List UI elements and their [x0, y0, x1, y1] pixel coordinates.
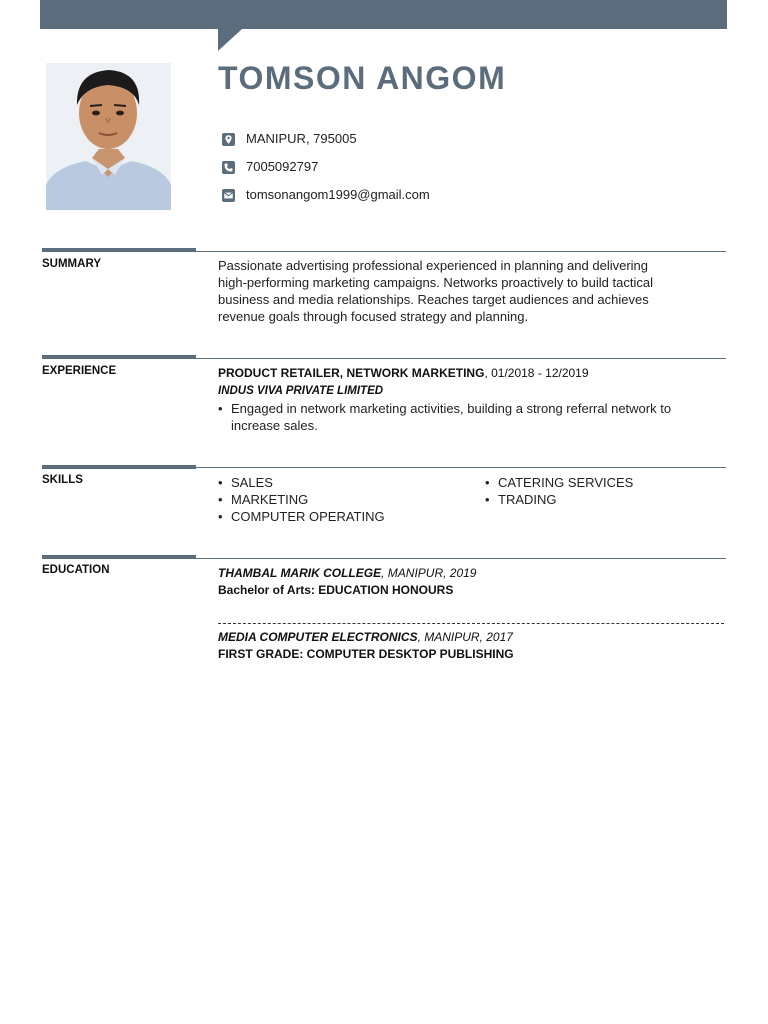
map-pin-icon	[222, 133, 235, 146]
education-institution: MEDIA COMPUTER ELECTRONICS, MANIPUR, 2017	[218, 630, 513, 644]
summary-text: Passionate advertising professional experienced in planning and delivering high-performing marketing campaigns. Networks proactively to build tactical business and media relationships. Reaches target audiences and achieves revenue goals through focused strategy and planning.	[218, 258, 653, 324]
skills-divider-bar	[42, 465, 196, 469]
education-degree: FIRST GRADE: COMPUTER DESKTOP PUBLISHING	[218, 647, 514, 661]
summary-divider-line	[196, 251, 726, 252]
experience-heading: EXPERIENCE	[42, 365, 117, 377]
experience-divider-line	[196, 358, 726, 359]
skill-item: • COMPUTER OPERATING	[218, 509, 385, 524]
envelope-icon	[222, 189, 235, 202]
email-text[interactable]: tomsonangom1999@gmail.com	[246, 187, 430, 202]
education-divider-line	[196, 558, 726, 559]
candidate-name: TOMSON ANGOM	[218, 60, 507, 96]
contact-location	[222, 131, 622, 151]
job-bullet: • Engaged in network marketing activities, building a strong referral network to increase sales.	[218, 401, 672, 433]
skills-heading: SKILLS	[42, 474, 83, 486]
skill-item: • MARKETING	[218, 492, 309, 507]
location-text: MANIPUR, 795005	[246, 131, 357, 146]
header-bar	[40, 0, 727, 29]
summary-heading: SUMMARY	[42, 258, 101, 270]
education-divider-bar	[42, 555, 196, 559]
job-company: INDUS VIVA PRIVATE LIMITED	[218, 385, 384, 397]
education-heading: EDUCATION	[42, 564, 110, 576]
contact-email	[222, 187, 622, 207]
header-notch	[218, 29, 242, 51]
education-institution: THAMBAL MARIK COLLEGE, MANIPUR, 2019	[218, 566, 477, 580]
phone-text: 7005092797	[246, 159, 319, 174]
skill-item: • CATERING SERVICES	[485, 475, 634, 490]
skill-item: • SALES	[218, 475, 273, 490]
profile-photo	[46, 63, 171, 210]
contact-phone	[222, 159, 622, 179]
summary-divider-bar	[42, 248, 196, 252]
skills-divider-line	[196, 467, 726, 468]
experience-divider-bar	[42, 355, 196, 359]
job-title: PRODUCT RETAILER, NETWORK MARKETING, 01/2018 - 12/2019	[218, 366, 589, 380]
education-separator	[218, 623, 724, 624]
education-degree: Bachelor of Arts: EDUCATION HONOURS	[218, 583, 454, 597]
skill-item: • TRADING	[485, 492, 557, 507]
phone-icon	[222, 161, 235, 174]
